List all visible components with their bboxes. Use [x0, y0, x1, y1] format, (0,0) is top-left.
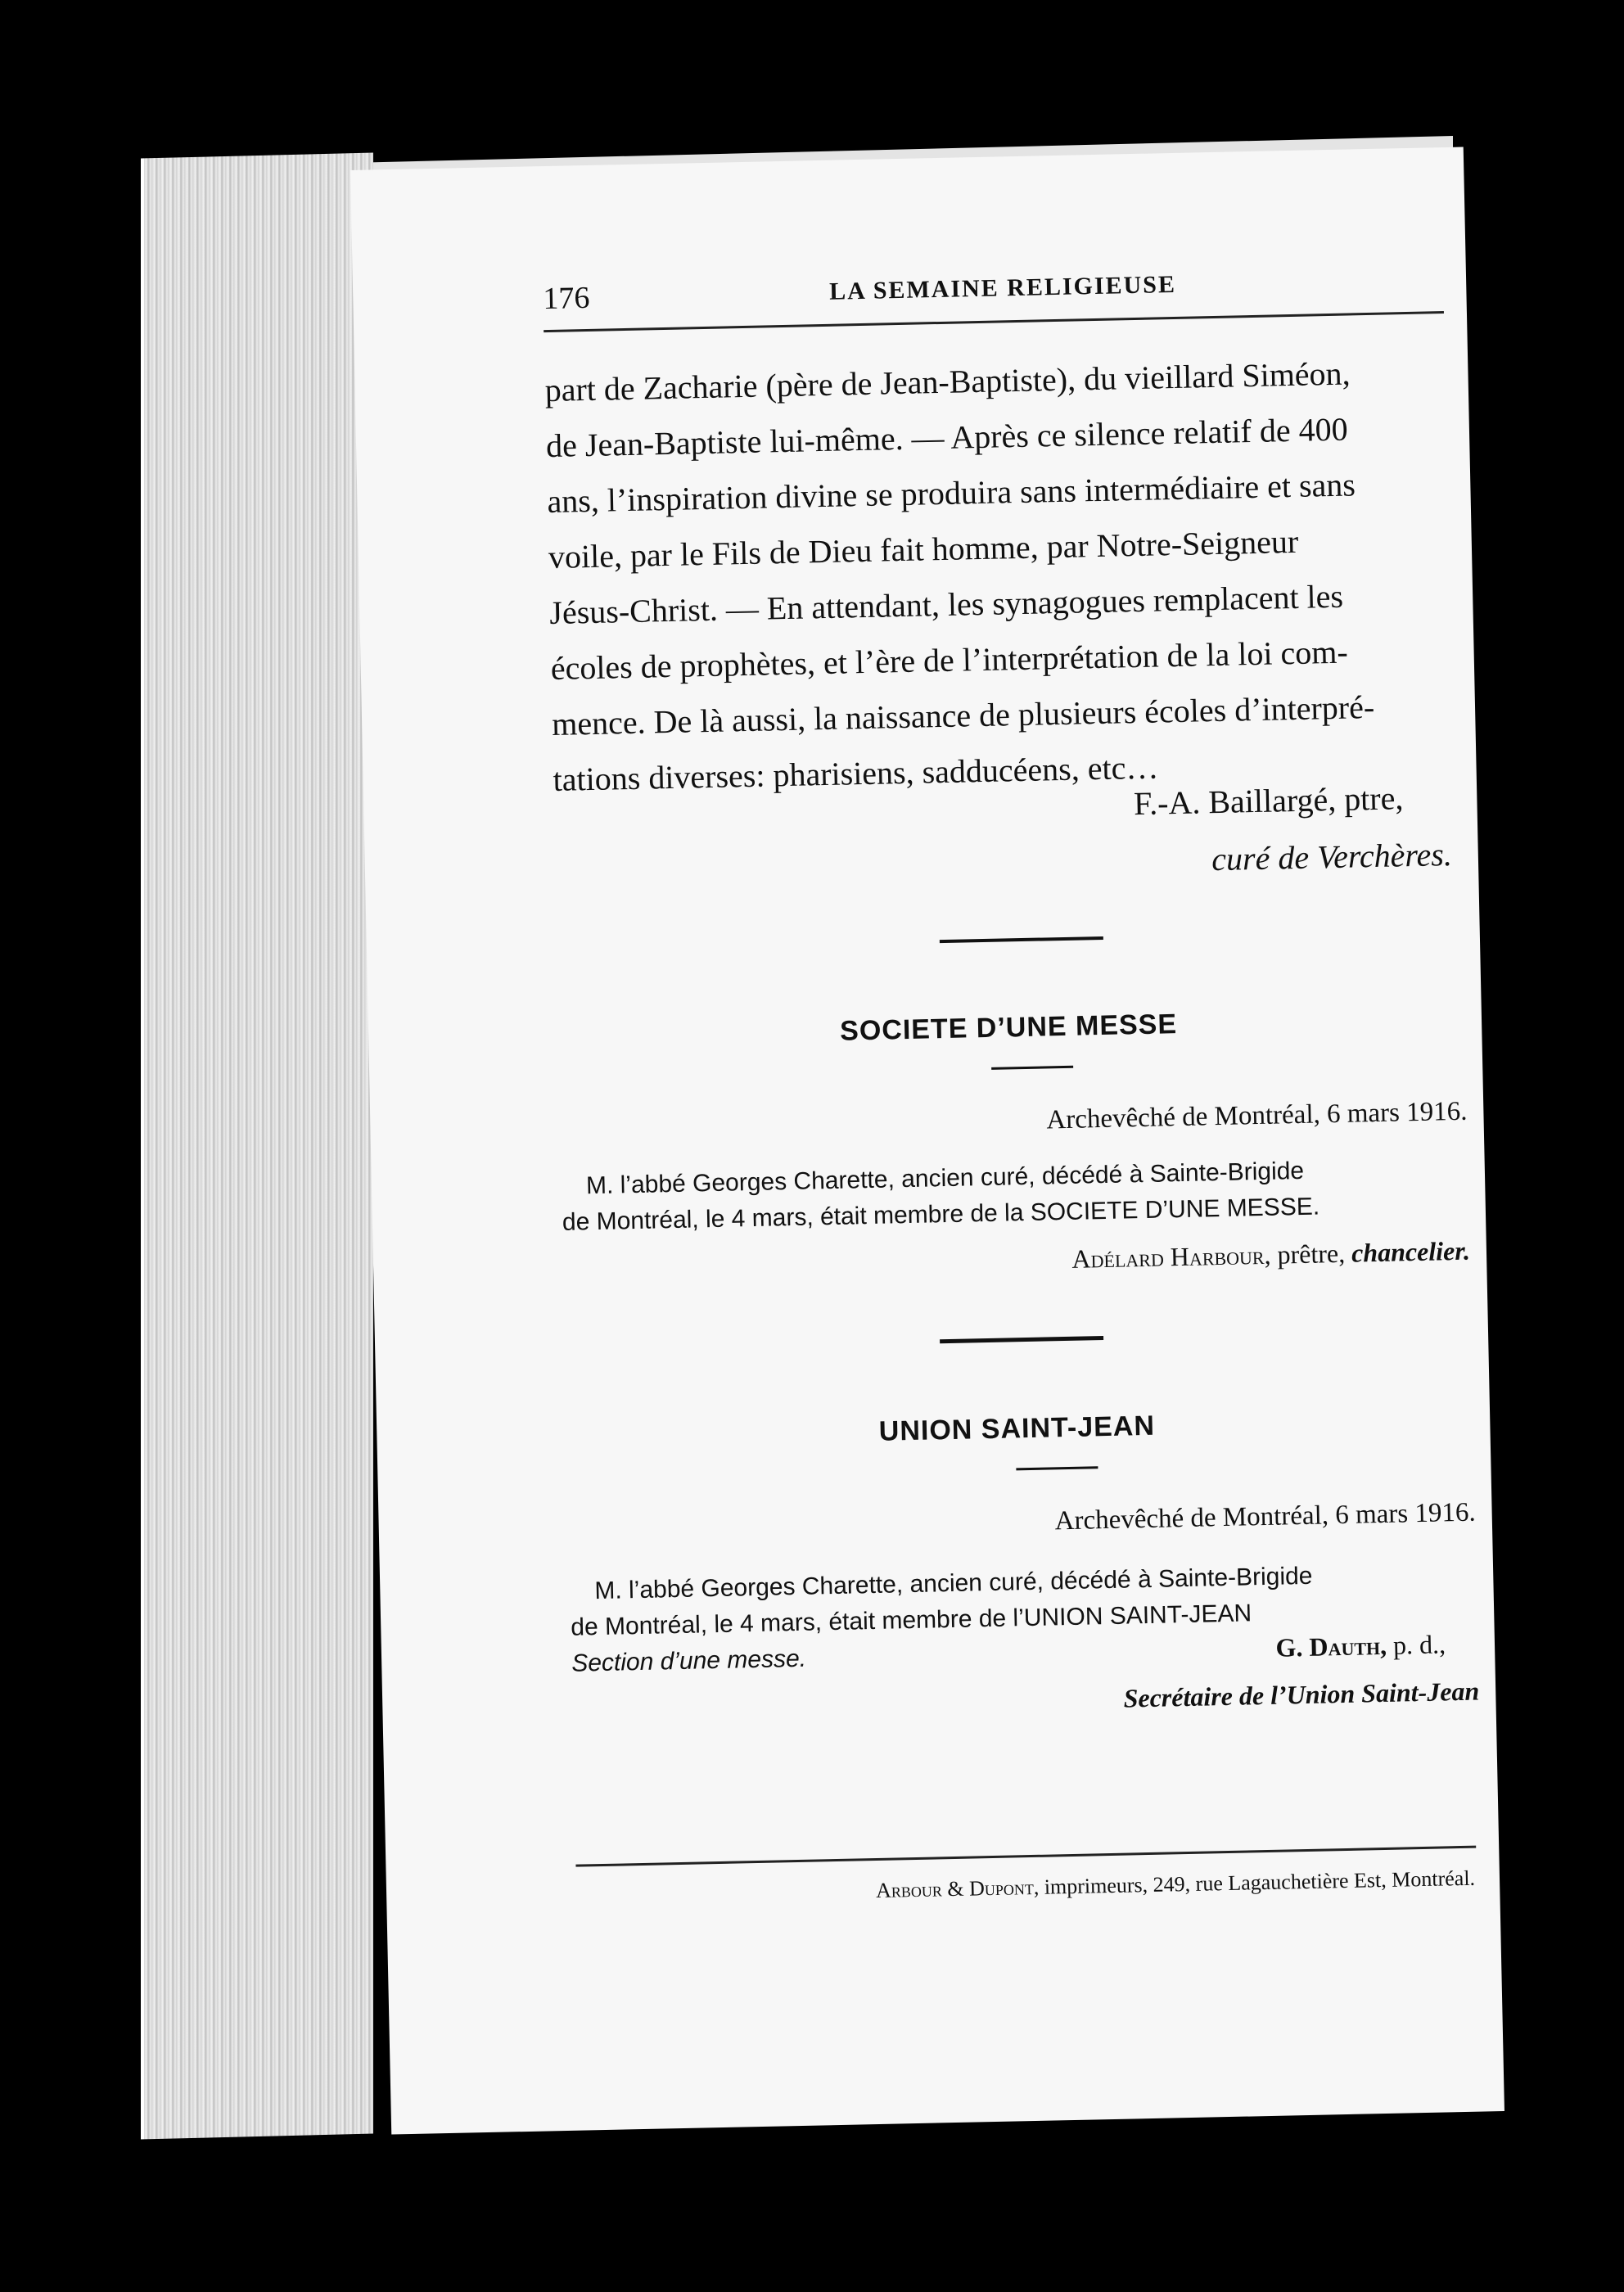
running-head: LA SEMAINE RELIGIEUSE	[828, 270, 1177, 305]
dateline: Archevêché de Montréal, 6 mars 1916.	[1046, 1096, 1468, 1135]
signoff-role: p. d.,	[1392, 1629, 1446, 1660]
article-signature-title: curé de Verchères.	[1211, 836, 1453, 878]
printer-name: Arbour & Dupont,	[875, 1875, 1040, 1903]
notice-text	[562, 1150, 1472, 1241]
title-underline	[991, 1066, 1073, 1070]
notice-line: M. l’abbé Georges Charette, ancien curé, décédé à Sainte-Brigide	[594, 1562, 1313, 1605]
signoff-title: Secrétaire de l’Union Saint-Jean	[1123, 1676, 1480, 1713]
section-divider	[940, 936, 1103, 943]
article-line: part de Zacharie (père de Jean-Baptiste), du vieillard Siméon,	[544, 354, 1351, 409]
notice-signoff	[1071, 1236, 1470, 1275]
printer-address: imprimeurs, 249, rue Lagauchetière Est, Montréal.	[1044, 1866, 1476, 1899]
notice-line: M. l’abbé Georges Charette, ancien curé, décédé à Sainte-Brigide	[585, 1157, 1305, 1200]
book-page	[350, 147, 1504, 2135]
article-line: tations diverses: pharisiens, sadducéens, etc…	[553, 748, 1159, 798]
footer-rule	[575, 1846, 1476, 1867]
page-header	[543, 262, 1444, 332]
article-line: écoles de prophètes, et l’ère de l’interprétation de la loi com-	[550, 633, 1349, 688]
notice-line: de Montréal, le 4 mars, était membre de la SOCIETE D’UNE MESSE.	[562, 1193, 1320, 1236]
notice-text	[570, 1555, 1481, 1682]
article-text	[544, 344, 1454, 808]
section-title-societe: SOCIETE D’UNE MESSE	[839, 1008, 1178, 1047]
article-line: ans, l’inspiration divine se produira sans intermédiaire et sans	[547, 466, 1356, 521]
signoff-title: chancelier.	[1351, 1235, 1471, 1268]
section-title-union: UNION SAINT-JEAN	[878, 1410, 1156, 1447]
article-line: voile, par le Fils de Dieu fait homme, par Notre-Seigneur	[548, 522, 1299, 576]
article-line: de Jean-Baptiste lui-même. — Après ce silence relatif de 400	[545, 410, 1349, 465]
dateline: Archevêché de Montréal, 6 mars 1916.	[1054, 1497, 1477, 1536]
title-underline	[1016, 1466, 1098, 1470]
signoff-name: G. Dauth,	[1275, 1630, 1387, 1663]
signoff-name: Adélard Harbour,	[1071, 1239, 1271, 1274]
notice-line: Section d’une messe.	[571, 1645, 807, 1677]
article-signature-name: F.-A. Baillargé, ptre,	[1133, 779, 1404, 823]
page-number: 176	[542, 280, 590, 317]
notice-signoff	[1275, 1629, 1446, 1663]
book-page-edges	[141, 153, 373, 2140]
section-divider	[940, 1336, 1103, 1343]
signoff-role: prêtre,	[1277, 1238, 1346, 1270]
article-line: Jésus-Christ. — En attendant, les synagogues remplacent les	[548, 577, 1344, 632]
printer-imprint	[599, 1866, 1475, 1909]
notice-line: de Montréal, le 4 mars, était membre de l’UNION SAINT-JEAN	[570, 1599, 1252, 1641]
article-line: mence. De là aussi, la naissance de plusieurs écoles d’interpré-	[551, 688, 1375, 742]
notice-signoff-title	[1123, 1676, 1479, 1714]
